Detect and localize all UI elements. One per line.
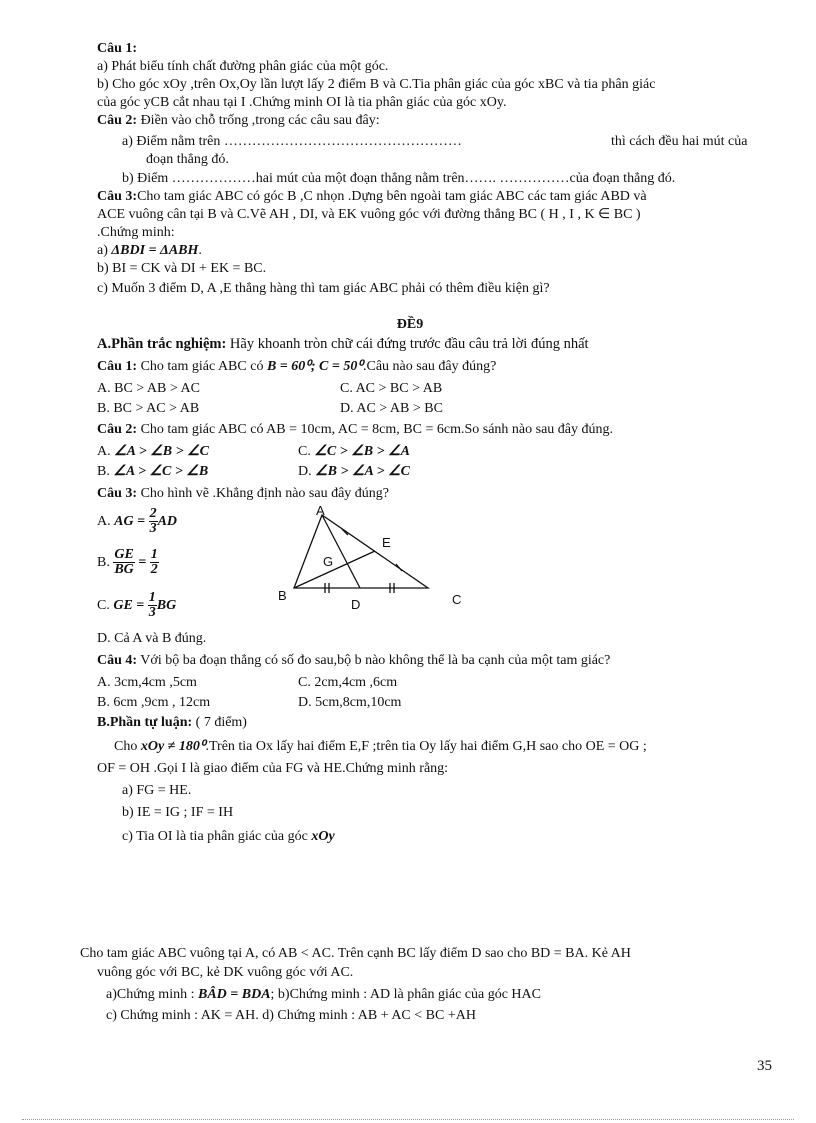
c4-option-a: A. 3cm,4cm ,5cm [97,675,197,690]
c3-a-den: 3 [149,521,157,537]
s3-line3 [106,986,541,1003]
c1-option-a: A. BC > AB > AC [97,381,200,396]
c3-label: Câu 3: [97,486,138,501]
q2-part-a-cont: đoạn thẳng đó. [146,152,229,167]
c3-b-den2: 2 [150,562,158,578]
tick-ec [396,564,402,571]
q3-line3: .Chứng minh: [97,225,175,240]
q3-a-prefix: a) [97,243,112,258]
s3-line1: Cho tam giác ABC vuông tại A, có AB < AC. Trên cạnh BC lấy điểm D sao cho BD = BA. Kẻ AH [80,946,631,961]
c2-text: Cho tam giác ABC có AB = 10cm, AC = 8cm, BC = 6cm.So sánh nào sau đây đúng. [137,422,614,437]
c4-label: Câu 4: [97,653,138,668]
c3-option-c [97,588,176,624]
c3-c-rhs: BG [156,598,177,613]
c2-a-prefix: A. [97,444,115,459]
c3-b-prefix: B. [97,555,114,570]
c1-formula: B = 60⁰; C = 50⁰ [266,359,363,374]
c3-a-lhs: AG = [114,514,149,529]
c4-option-b: B. 6cm ,9cm , 12cm [97,695,211,710]
part-b-points: ( 7 điểm) [192,715,247,730]
c2-line [97,421,613,438]
c4-line [97,652,610,669]
c3-a-prefix: A. [97,514,115,529]
c1-option-c: C. AC > BC > AB [340,381,443,396]
part-a-heading [97,336,589,353]
page-number: 35 [757,1058,772,1074]
median-ad [322,515,360,588]
s3-line2: vuông góc với BC, kẻ DK vuông góc với AC. [97,965,354,980]
c1-line [97,358,496,375]
s3-b-text: ; b)Chứng minh : AD là phân giác của góc HAC [270,987,541,1002]
c1-option-d: D. AC > AB > BC [340,401,443,416]
pb-c-angle: xOy [311,829,335,844]
label-c: C [452,592,462,607]
part-a-label: A.Phần trắc nghiệm: [97,336,227,352]
c4-option-c: C. 2cm,4cm ,6cm [298,675,398,690]
q2-part-a: a) Điểm nằm trên …………………………………………… [122,134,462,149]
label-a: A [316,505,325,518]
c2-b-prefix: B. [97,464,114,479]
c2-d-formula: ∠B > ∠A > ∠C [315,464,410,479]
label-g: G [323,554,334,569]
pb-prefix: Cho [114,739,141,754]
c3-b-equals: = [134,555,150,570]
c3-line [97,485,389,502]
triangle-abc [294,515,428,588]
c3-a-fraction [149,507,158,536]
c3-a-rhs: AD [157,514,178,529]
part-b-label: B.Phần tự luận: [97,715,193,730]
c4-text: Với bộ ba đoạn thẳng có số đo sau,bộ b nào không thể là ba cạnh của một tam giác? [137,653,611,668]
q2-part-a-right: thì cách đều hai mút của [611,134,748,149]
c2-option-d [298,463,410,480]
pb-part-c [122,828,335,845]
c1-question: .Câu nào sau đây đúng? [362,359,497,374]
q2-line [97,112,380,129]
c1-text: Cho tam giác ABC có [137,359,267,374]
triangle-figure [268,505,478,613]
c3-option-a [97,504,177,540]
c3-b-den: BG [114,562,134,578]
c3-c-fraction [148,591,157,620]
c1-option-b: B. BC > AC > AB [97,401,200,416]
c3-c-num: 1 [148,590,156,606]
part-b-heading [97,714,247,731]
q3-line2: ACE vuông cân tại B và C.Vẽ AH , DI, và EK vuông góc với đường thẳng BC ( H , I , K ∈ BC ) [97,207,641,222]
footer-rule [22,1119,794,1120]
c2-a-formula: ∠A > ∠B > ∠C [114,444,209,459]
q3-part-b: b) BI = CK và DI + EK = BC. [97,261,267,276]
c2-d-prefix: D. [298,464,316,479]
label-e: E [382,535,391,550]
c3-b-num2: 1 [150,547,158,563]
c2-option-c [298,443,410,460]
label-b: B [278,588,287,603]
q1-part-b-line2: của góc yCB cắt nhau tại I .Chứng minh OI là tia phân giác của góc xOy. [97,95,507,110]
s3-a-formula: BÂD = BDA [197,987,271,1002]
q3-a-formula: ΔBDI = ΔABH [111,243,199,258]
c1-label: Câu 1: [97,359,138,374]
c3-b-num: GE [114,547,134,563]
c3-a-num: 2 [149,506,157,522]
q2-part-b: b) Điểm ………………hai mút của một đoạn thẳng nằm trên……. ……………của đoạn thẳng đó. [122,171,676,186]
label-d: D [351,597,361,612]
exam-title: ĐỀ9 [396,317,424,332]
q2-label: Câu 2: [97,113,138,128]
pb-part-a: a) FG = HE. [122,783,192,798]
q3-a-suffix: . [198,243,202,258]
q3-part-a [97,242,202,259]
c3-c-prefix: C. [97,598,114,613]
q1-label: Câu 1: [97,41,138,56]
c2-c-prefix: C. [298,444,315,459]
part-a-instructions: Hãy khoanh tròn chữ cái đứng trước đầu câu trả lời đúng nhất [226,336,589,352]
q3-line1 [97,188,647,205]
pb-c-text: c) Tia OI là tia phân giác của góc [122,829,312,844]
c3-c-lhs: GE = [113,598,148,613]
c3-option-d: D. Cả A và B đúng. [97,631,207,646]
s3-a-text: a)Chứng minh : [106,987,198,1002]
c2-label: Câu 2: [97,422,138,437]
pb-text: .Trên tia Ox lấy hai điểm E,F ;trên tia Oy lấy hai điểm G,H sao cho OE = OG ; [205,739,647,754]
c3-option-b [97,545,159,581]
c3-b-fraction-left [113,548,134,577]
pb-angle: xOy ≠ 180⁰ [140,739,206,754]
c2-option-a [97,443,209,460]
c2-option-b [97,463,208,480]
q3-part-c: c) Muốn 3 điểm D, A ,E thẳng hàng thì tam giác ABC phải có thêm điều kiện gì? [97,281,550,296]
c2-c-formula: ∠C > ∠B > ∠A [314,444,410,459]
pb-line1 [114,738,647,755]
s3-line4: c) Chứng minh : AK = AH. d) Chứng minh : AB + AC < BC +AH [106,1008,476,1023]
c3-c-den: 3 [148,605,156,621]
c2-b-formula: ∠A > ∠C > ∠B [113,464,209,479]
pb-part-b: b) IE = IG ; IF = IH [122,805,234,820]
c3-b-fraction-right [150,548,159,577]
c4-option-d: D. 5cm,8cm,10cm [298,695,402,710]
q1-part-b-line1: b) Cho góc xOy ,trên Ox,Oy lần lượt lấy 2 điểm B và C.Tia phân giác của góc xBC và tia phân giác [97,77,656,92]
q3-label: Câu 3: [97,189,138,204]
q3-text1: Cho tam giác ABC có góc B ,C nhọn .Dựng bên ngoài tam giác ABC các tam giác ABD và [137,189,647,204]
c3-text: Cho hình vẽ .Khẳng định nào sau đây đúng? [137,486,390,501]
q2-text: Điền vào chỗ trống ,trong các câu sau đây: [137,113,380,128]
q1-part-a: a) Phát biểu tính chất đường phân giác của một góc. [97,59,389,74]
pb-line2: OF = OH .Gọi I là giao điểm của FG và HE.Chứng minh rằng: [97,761,449,776]
